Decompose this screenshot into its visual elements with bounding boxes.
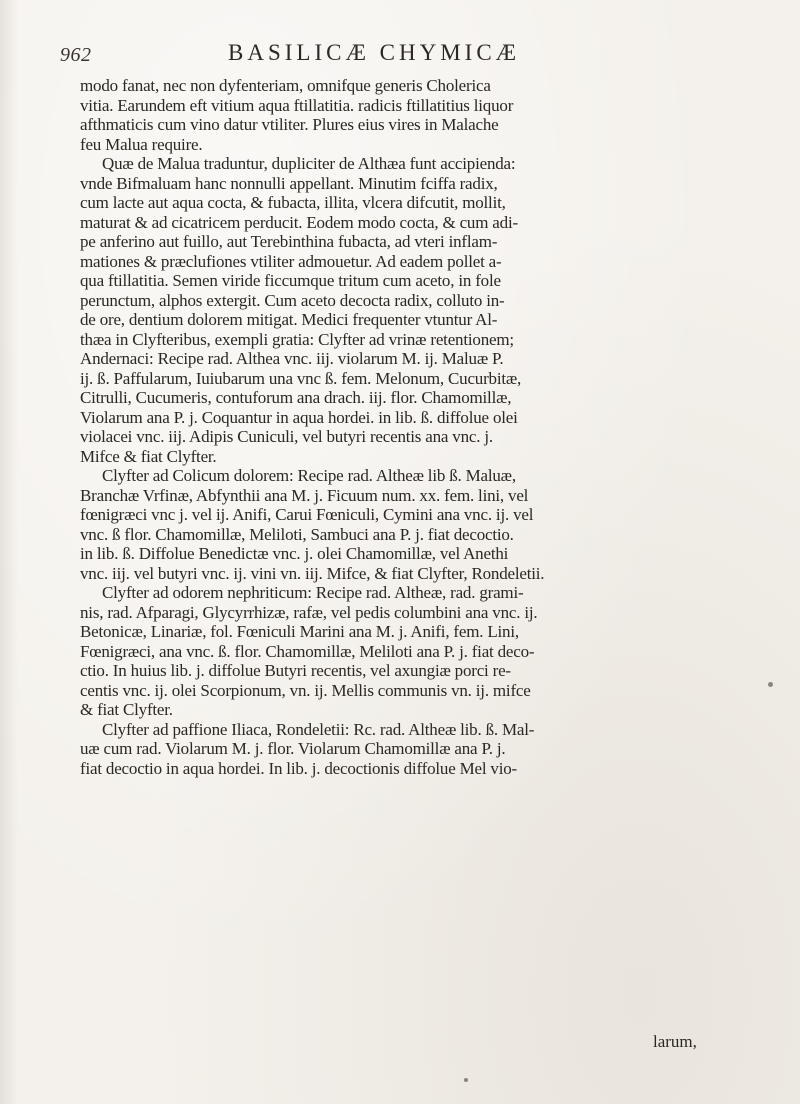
text-line: & fiat Clyfter. <box>80 700 173 719</box>
text-line: perunctum, alphos extergit. Cum aceto decocta radix, colluto in- <box>80 290 505 310</box>
text-line: ctio. In huius lib. j. diffolue Butyri recentis, vel axungiæ porci re- <box>80 661 511 680</box>
text-line: Andernaci: Recipe rad. Althea vnc. iij. violarum M. ij. Maluæ P. <box>80 349 504 368</box>
running-head <box>60 40 690 70</box>
page-number: 962 <box>60 44 92 66</box>
text-line: Violarum ana P. j. Coquantur in aqua hordei. in lib. ß. diffolue olei <box>80 407 518 427</box>
text-line: Clyfter ad paffione Iliaca, Rondeletii: Rc. rad. Altheæ lib. ß. Mal- <box>102 719 535 739</box>
text-line: mationes & præclufiones vtiliter admouetur. Ad eadem pollet a- <box>80 251 502 271</box>
text-line: maturat & ad cicatricem perducit. Eodem modo cocta, & cum adi- <box>80 212 518 232</box>
text-line: ij. ß. Paffularum, Iuiubarum una vnc ß. fem. Melonum, Cucurbitæ, <box>80 368 522 388</box>
text-line: feu Malua require. <box>80 134 203 154</box>
catchword: larum, <box>653 1032 697 1051</box>
text-line: vnde Bifmaluam hanc nonnulli appellant. Minutim fciffa radix, <box>80 173 498 193</box>
margin-dot <box>768 682 773 687</box>
text-line: centis vnc. ij. olei Scorpionum, vn. ij. Mellis communis vn. ij. mifce <box>80 680 531 700</box>
text-line: Betonicæ, Linariæ, fol. Fœniculi Marini ana M. j. Anifi, fem. Lini, <box>80 622 519 641</box>
page-dot <box>464 1078 468 1082</box>
text-line: uæ cum rad. Violarum M. j. flor. Violarum Chamomillæ ana P. j. <box>80 739 506 758</box>
text-line: afthmaticis cum vino datur vtiliter. Plures eius vires in Malache <box>80 115 499 134</box>
text-line: Clyfter ad Colicum dolorem: Recipe rad. Altheæ lib ß. Maluæ, <box>102 466 516 485</box>
text-line: Fœnigræci, ana vnc. ß. flor. Chamomillæ, Meliloti ana P. j. fiat deco- <box>80 641 535 661</box>
text-line: in lib. ß. Diffolue Benedictæ vnc. j. olei Chamomillæ, vel Anethi <box>80 544 509 563</box>
gutter-shadow <box>0 0 18 1104</box>
text-line: Clyfter ad odorem nephriticum: Recipe rad. Altheæ, rad. grami- <box>102 583 524 602</box>
running-title: BASILICÆ CHYMICÆ <box>228 40 521 65</box>
text-line: Quæ de Malua traduntur, dupliciter de Althæa funt accipienda: <box>102 154 516 173</box>
text-line: fœnigræci vnc j. vel ij. Anifi, Carui Fœniculi, Cymini ana vnc. ij. vel <box>80 505 534 524</box>
text-line: violacei vnc. iij. Adipis Cuniculi, vel butyri recentis ana vnc. j. <box>80 427 493 446</box>
text-line: Citrulli, Cucumeris, contuforum ana drach. iij. flor. Chamomillæ, <box>80 388 512 407</box>
text-line: cum lacte aut aqua cocta, & fubacta, illita, vlcera difcutit, mollit, <box>80 193 506 212</box>
text-line: Branchæ Vrfinæ, Abfynthii ana M. j. Ficuum num. xx. fem. lini, vel <box>80 485 529 505</box>
text-line: thæa in Clyfteribus, exempli gratia: Clyfter ad vrinæ retentionem; <box>80 329 514 349</box>
text-line: vitia. Earundem eft vitium aqua ftillatitia. radicis ftillatitius liquor <box>80 95 514 115</box>
body-text <box>80 76 730 778</box>
text-line: nis, rad. Afparagi, Glycyrrhizæ, rafæ, vel pedis columbini ana vnc. ij. <box>80 602 538 622</box>
text-line: qua ftillatitia. Semen viride ficcumque tritum cum aceto, in fole <box>80 271 501 290</box>
text-line: modo fanat, nec non dyfenteriam, omnifque generis Cholerica <box>80 76 491 95</box>
text-line: fiat decoctio in aqua hordei. In lib. j. decoctionis diffolue Mel vio- <box>80 758 518 778</box>
text-line: de ore, dentium dolorem mitigat. Medici frequenter vtuntur Al- <box>80 310 498 329</box>
text-line: Mifce & fiat Clyfter. <box>80 446 217 466</box>
text-line: pe anferino aut fuillo, aut Terebinthina fubacta, ad vteri inflam- <box>80 232 498 251</box>
text-line: vnc. ß flor. Chamomillæ, Meliloti, Sambuci ana P. j. fiat decoctio. <box>80 524 514 544</box>
text-line: vnc. iij. vel butyri vnc. ij. vini vn. iij. Mifce, & fiat Clyfter, Rondeletii. <box>80 563 545 583</box>
